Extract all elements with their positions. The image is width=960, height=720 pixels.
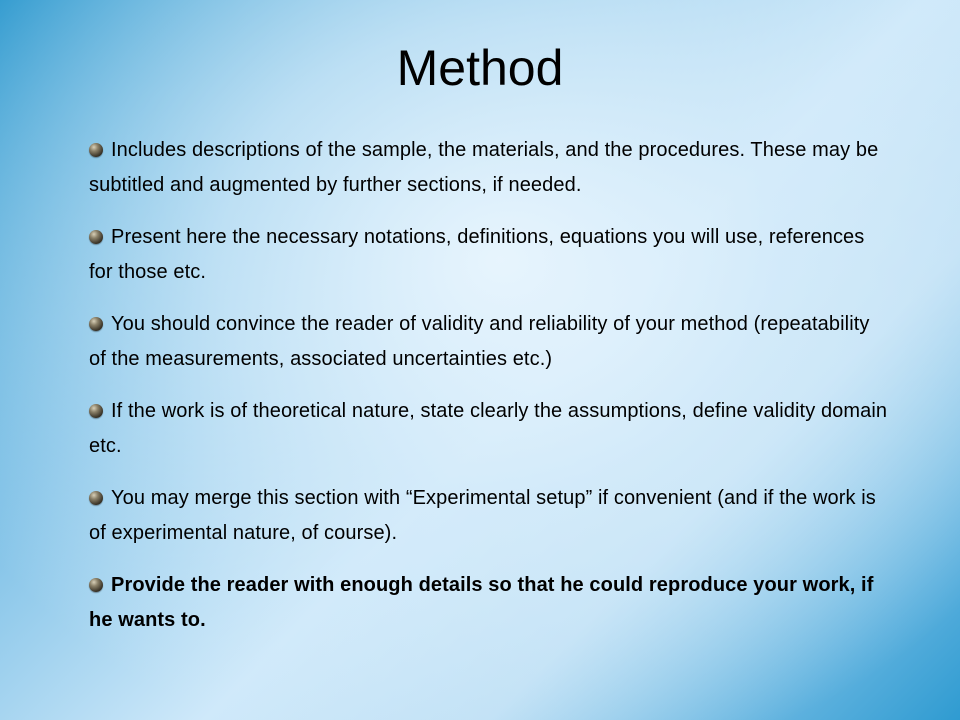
sphere-bullet-icon xyxy=(89,578,103,592)
bullet-list xyxy=(89,133,889,655)
sphere-bullet-icon xyxy=(89,317,103,331)
sphere-bullet-icon xyxy=(89,143,103,157)
sphere-bullet-icon xyxy=(89,230,103,244)
bullet-text: If the work is of theoretical nature, state clearly the assumptions, define validity domain etc. xyxy=(89,400,888,457)
sphere-bullet-icon xyxy=(89,404,103,418)
sphere-bullet-icon xyxy=(89,491,103,505)
bullet-item xyxy=(89,133,889,203)
slide-title: Method xyxy=(396,40,564,96)
bullet-text: You may merge this section with “Experimental setup” if convenient (and if the work is of experimental nature, of course). xyxy=(89,487,876,544)
bullet-item-emphasized xyxy=(89,568,889,638)
bullet-item xyxy=(89,307,889,377)
bullet-text: Provide the reader with enough details so that he could reproduce your work, if he wants to. xyxy=(89,574,874,631)
bullet-item xyxy=(89,220,889,290)
bullet-item xyxy=(89,481,889,551)
bullet-text: Includes descriptions of the sample, the materials, and the procedures. These may be subtitled and augmented by further sections, if needed. xyxy=(89,139,879,196)
bullet-text: Present here the necessary notations, definitions, equations you will use, references for those etc. xyxy=(89,226,865,283)
bullet-text: You should convince the reader of validity and reliability of your method (repeatability of the measurements, associated uncertainties etc.) xyxy=(89,313,870,370)
bullet-item xyxy=(89,394,889,464)
